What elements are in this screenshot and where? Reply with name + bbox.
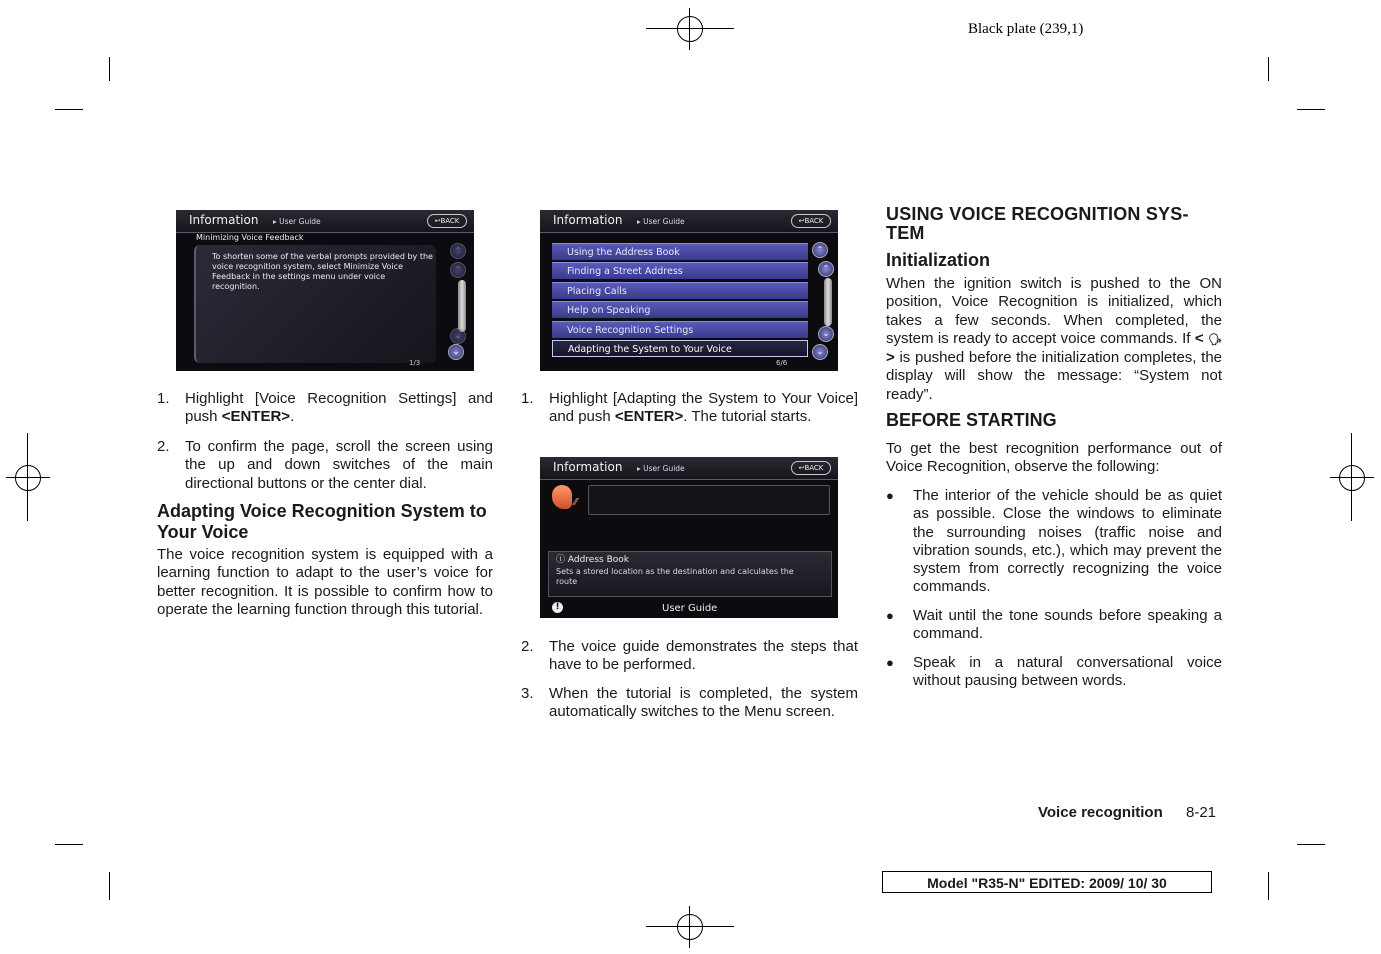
crop-mark [1297,109,1325,110]
section-heading: Adapting Voice Recognition System to Your Voice [157,501,487,542]
scroll-bottom-icon: ⌄ [448,344,464,360]
talk-icon: 🗣 [1208,333,1222,346]
speech-lines-icon: ⁄⁄ [574,497,578,508]
crop-mark [1268,57,1269,81]
scroll-top-icon: ⌃ [450,243,466,259]
crop-mark [109,57,110,81]
screen-header [176,210,474,233]
menu-item: Voice Recognition Settings [552,321,808,338]
menu-item: Finding a Street Address [552,262,808,279]
subheading-before-starting: BEFORE STARTING [886,410,1057,430]
scroll-up-icon: ⌃ [450,262,466,278]
crop-mark [1268,872,1269,900]
screen-header [540,210,838,233]
menu-item: Help on Speaking [552,301,808,318]
info-body: Sets a stored location as the destination and calculates the route [556,567,794,586]
screen-user-guide-menu [540,210,838,371]
screen-heading: Minimizing Voice Feedback [196,233,304,242]
crop-mark [109,872,110,900]
menu-item: Placing Calls [552,282,808,299]
chapter-title: USING VOICE RECOGNITION SYS- TEM [886,204,1189,243]
footer-section-name: Voice recognition [1038,804,1163,821]
screen-title: Information [189,213,259,227]
bullet-item: ● The interior of the vehicle should be as quiet as possible. Close the windows to eliminate the surrounding noises (traffic noise and vibration sounds, etc.), which may prevent the system from correctly recognizing the voice commands. [886,487,1222,596]
scroll-bar [824,278,832,326]
screen-crumb: ▸ User Guide [637,217,685,226]
screen-body-text: To shorten some of the verbal prompts provided by the voice recognition system, select Minimize Voice Feedback in the settings menu under voice recognition. [212,252,433,291]
scroll-bar [458,280,466,332]
scroll-bottom-icon: ⌄ [812,344,828,360]
bullet-item: ● Speak in a natural conversational voice without pausing between words. [886,654,1222,690]
paragraph: To get the best recognition performance out of Voice Recognition, observe the following: [886,440,1222,476]
paragraph: The voice recognition system is equipped with a learning function to adapt to the user’s voice for better recognition. It is possible to confirm how to operate the learning function through this tutorial. [157,546,493,618]
footer-page-number: 8-21 [1186,804,1217,821]
screen-crumb: ▸ User Guide [637,464,685,473]
scroll-down-icon: ⌄ [450,328,466,344]
speech-input-box [588,485,830,515]
info-title: ⓘ Address Book [556,555,629,565]
screen-title: Information [553,460,623,474]
bullet-item: ● Wait until the tone sounds before speaking a command. [886,607,1222,643]
screen-footer-label: User Guide [662,603,718,614]
list-item: 1. Highlight [Adapting the System to Your Voice] and push <ENTER>. The tutorial starts. [521,390,858,426]
paragraph: When the ignition switch is pushed to the ON position, Voice Recognition is initialized, which takes a few seconds. When completed, the system is ready to accept voice commands. If < 🗣 > is pushed before the initialization completes, the display will show the message: “System not ready”. [886,275,1223,403]
speaking-face-icon [552,485,572,509]
list-item: 1. Highlight [Voice Recognition Settings] and push <ENTER>. [157,390,493,426]
back-button: ↩BACK [791,214,831,228]
screen-title: Information [553,213,623,227]
subheading-initialization: Initialization [886,250,991,270]
menu-item: Using the Address Book [552,243,808,260]
info-icon: ! [552,602,563,613]
screen-tutorial [540,457,838,618]
back-button: ↩BACK [791,461,831,475]
list-item: 2. The voice guide demonstrates the steps that have to be performed. [521,638,858,674]
scroll-up-icon: ⌃ [818,261,834,277]
screen-page-indicator: 6/6 [776,359,788,367]
back-button: ↩BACK [427,214,467,228]
talk-button-symbol: < 🗣 > [886,329,1222,367]
model-edit-box: Model "R35-N" EDITED: 2009/ 10/ 30 [882,871,1212,893]
scroll-top-icon: ⌃ [812,242,828,258]
plate-label: Black plate (239,1) [968,21,1084,37]
list-item: 3. When the tutorial is completed, the system automatically switches to the Menu screen. [521,685,858,721]
crop-mark [55,109,83,110]
screen-page-indicator: 1/3 [409,359,421,367]
screen-minimizing-voice-feedback [176,210,474,371]
screen-header [540,457,838,480]
crop-mark [1297,844,1325,845]
list-item: 2. To confirm the page, scroll the screen using the up and down switches of the main directional buttons or the center dial. [157,438,493,492]
menu-item-selected: Adapting the System to Your Voice [552,340,808,357]
scroll-down-icon: ⌄ [818,326,834,342]
crop-mark [55,844,83,845]
screen-crumb: ▸ User Guide [273,217,321,226]
